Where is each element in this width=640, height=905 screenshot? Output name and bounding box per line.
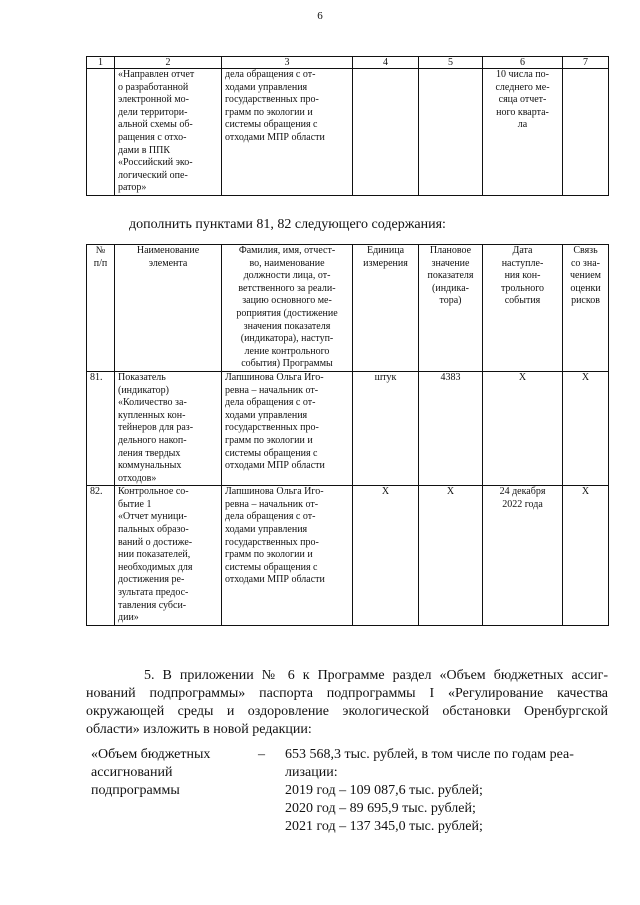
column-number: 7 — [563, 57, 609, 69]
paragraph-line: окружающей среды и оздоровление экологической обстановки Оренбургской — [86, 704, 608, 719]
budget-text: 653 568,3 тыс. рублей, в том числе по годам реа- лизации: 2019 год – 109 087,6 тыс. рублей; 2020 год – 89 695,9 тыс. рублей; 2021 год – 137 345,0 тыс. рублей; — [285, 747, 574, 834]
table-continuation — [86, 56, 609, 196]
cell-risk: X — [563, 486, 609, 626]
page-number: 6 — [317, 10, 323, 22]
column-number: 1 — [87, 57, 115, 69]
cell-plan: 4383 — [419, 371, 483, 485]
budget-dash: – — [258, 747, 265, 762]
cell-unit: штук — [353, 371, 419, 485]
cell-plan — [419, 69, 483, 196]
column-number-row — [87, 57, 609, 69]
cell-plan: X — [419, 486, 483, 626]
table-row — [87, 69, 609, 196]
paragraph-5 — [86, 667, 608, 739]
column-number: 4 — [353, 57, 419, 69]
cell-date: X — [483, 371, 563, 485]
cell-number — [87, 69, 115, 196]
table-row — [87, 371, 609, 485]
table-new-items — [86, 244, 609, 626]
paragraph-line: области» изложить в новой редакции: — [86, 722, 312, 737]
cell-date: 10 числа по- следнего ме- сяца отчет- ного кварта- ла — [483, 69, 563, 196]
header-cell: Единица измерения — [353, 245, 419, 372]
table-row — [87, 486, 609, 626]
column-number: 6 — [483, 57, 563, 69]
cell-unit: X — [353, 486, 419, 626]
intro-text: дополнить пунктами 81, 82 следующего содержания: — [129, 217, 446, 232]
column-number: 5 — [419, 57, 483, 69]
cell-element: Показатель (индикатор) «Количество за- купленных кон- тейнеров для раз- дельного накоп- ления твердых коммунальных отходов» — [115, 371, 222, 485]
cell-date: 24 декабря 2022 года — [483, 486, 563, 626]
cell-unit — [353, 69, 419, 196]
cell-risk — [563, 69, 609, 196]
cell-number: 81. — [87, 371, 115, 485]
column-number: 3 — [222, 57, 353, 69]
table-header-row — [87, 245, 609, 372]
header-cell: Фамилия, имя, отчест- во, наименование должности лица, от- ветственного за реали- зацию основного ме- роприятия (достижение значения показателя (индикатора), наступ- ление контрольного события) Программы — [222, 245, 353, 372]
cell-responsible: дела обращения с от- ходами управления государственных про- грамм по экологии и системы обращения с отходами МПР области — [222, 69, 353, 196]
header-cell: Плановое значение показателя (индика- тора) — [419, 245, 483, 372]
cell-responsible: Лапшинова Ольга Иго- ревна – начальник от- дела обращения с от- ходами управления государственных про- грамм по экологии и системы обращения с отходами МПР области — [222, 486, 353, 626]
header-cell: № п/п — [87, 245, 115, 372]
budget-label: «Объем бюджетных ассигнований подпрограммы — [91, 747, 211, 798]
header-cell: Связь со зна- чением оценки рисков — [563, 245, 609, 372]
paragraph-line: 5. В приложении № 6 к Программе раздел «Объем бюджетных ассиг- — [144, 668, 608, 683]
header-cell: Наименование элемента — [115, 245, 222, 372]
cell-element: Контрольное со- бытие 1 «Отчет муници- пальных образо- ваний о достиже- нии показателей, необходимых для достижения ре- зультата предос- тавления субси- дии» — [115, 486, 222, 626]
header-cell: Дата наступле- ния кон- трольного события — [483, 245, 563, 372]
cell-number: 82. — [87, 486, 115, 626]
cell-responsible: Лапшинова Ольга Иго- ревна – начальник от- дела обращения с от- ходами управления государственных про- грамм по экологии и системы обращения с отходами МПР области — [222, 371, 353, 485]
column-number: 2 — [115, 57, 222, 69]
paragraph-line: нований подпрограммы» паспорта подпрограммы I «Регулирование качества — [86, 686, 608, 701]
cell-risk: X — [563, 371, 609, 485]
cell-element: «Направлен отчет о разработанной электронной мо- дели территори- альной схемы об- ращения с отхо- дами в ППК «Российский эко- логический опе- ратор» — [115, 69, 222, 196]
